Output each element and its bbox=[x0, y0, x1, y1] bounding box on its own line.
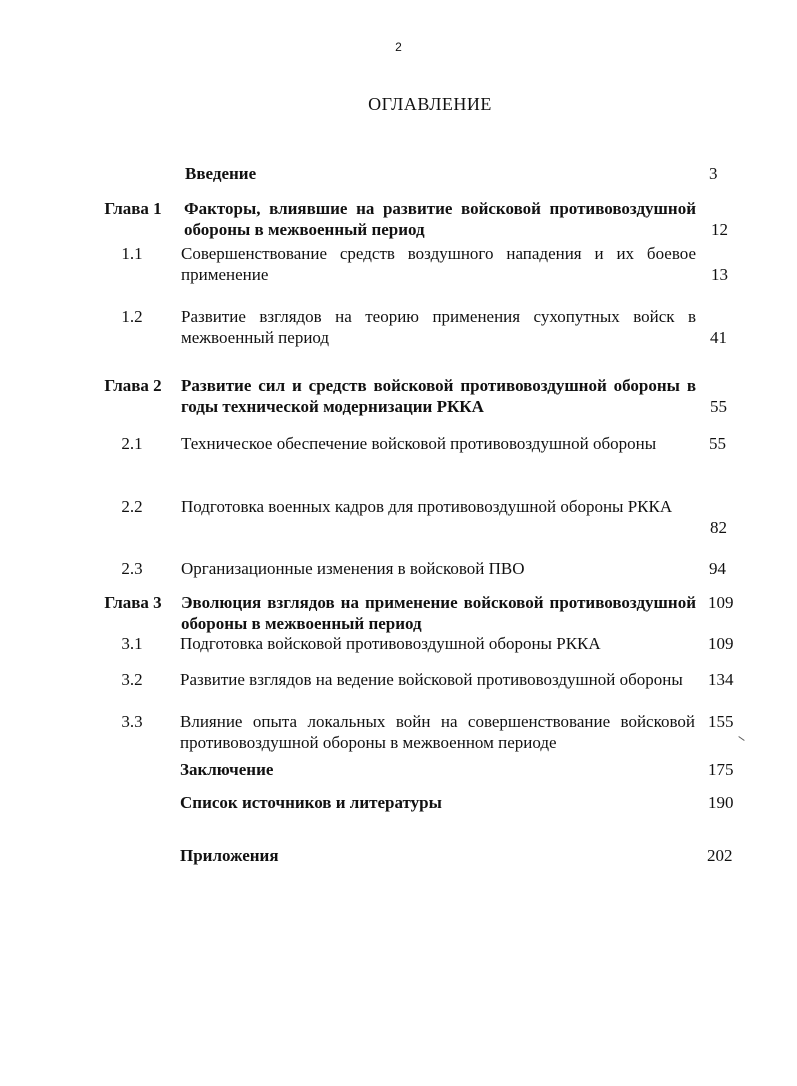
toc-entry-page: 202 bbox=[707, 846, 733, 865]
toc-entry-section-3-1 bbox=[0, 633, 797, 654]
toc-entry-chapter-2 bbox=[0, 375, 797, 417]
toc-entry-number: 1.2 bbox=[121, 307, 143, 326]
toc-entry-number: 2.3 bbox=[121, 559, 143, 578]
toc-entry-section-1-2 bbox=[0, 306, 797, 348]
toc-entry-text: Подготовка военных кадров для противовоздушной обороны РККА bbox=[181, 497, 673, 516]
toc-entry-text: Развитие взглядов на ведение войсковой противовоздушной обороны bbox=[180, 670, 683, 689]
toc-entry-text: Развитие сил и средств войсковой противовоздушной обороны в годы технической модернизации РККА bbox=[181, 376, 696, 416]
toc-entry-number: 2.2 bbox=[121, 497, 143, 516]
toc-entry-page: 109 bbox=[708, 634, 734, 653]
toc-entry-text: Совершенствование средств воздушного нападения и их боевое применение bbox=[181, 244, 696, 284]
page-number: 2 bbox=[395, 40, 402, 54]
toc-entry-number: 3.1 bbox=[121, 634, 143, 653]
toc-entry-text: Введение bbox=[185, 164, 257, 183]
toc-entry-text: Подготовка войсковой противовоздушной обороны РККА bbox=[180, 634, 601, 653]
toc-entry-conclusion bbox=[0, 759, 797, 780]
toc-entry-text: Список источников и литературы bbox=[180, 793, 442, 812]
toc-entry-text: Заключение bbox=[180, 760, 274, 779]
toc-entry-section-2-2 bbox=[0, 496, 797, 538]
toc-entry-text: Влияние опыта локальных войн на совершенствование войсковой противовоздушной обороны в межвоенном периоде bbox=[180, 712, 695, 752]
toc-entry-page: 190 bbox=[708, 793, 734, 812]
toc-entry-number: 1.1 bbox=[121, 244, 143, 263]
toc-entry-appendix bbox=[0, 845, 797, 866]
toc-entry-text: Приложения bbox=[180, 846, 279, 865]
toc-entry-number: Глава 1 bbox=[104, 199, 162, 218]
toc-entry-text: Организационные изменения в войсковой ПВО bbox=[181, 559, 525, 578]
toc-entry-section-1-1 bbox=[0, 243, 797, 285]
toc-entry-chapter-3 bbox=[0, 592, 797, 634]
toc-entry-number: 2.1 bbox=[121, 434, 143, 453]
toc-entry-page: 3 bbox=[709, 164, 718, 183]
toc-entry-text: Факторы, влиявшие на развитие войсковой противовоздушной обороны в межвоенный период bbox=[184, 199, 696, 239]
toc-entry-number: Глава 2 bbox=[104, 376, 162, 395]
toc-entry-text: Техническое обеспечение войсковой противовоздушной обороны bbox=[181, 434, 657, 453]
toc-entry-page: 13 bbox=[711, 265, 728, 284]
toc-entry-text: Развитие взглядов на теорию применения сухопутных войск в межвоенный период bbox=[181, 307, 696, 347]
toc-entry-intro bbox=[0, 163, 797, 184]
toc-entry-page: 175 bbox=[708, 760, 734, 779]
toc-entry-number: Глава 3 bbox=[104, 593, 162, 612]
toc-entry-number: 3.3 bbox=[121, 712, 143, 731]
toc-entry-page: 109 bbox=[708, 593, 734, 612]
toc-entry-page: 41 bbox=[710, 328, 727, 347]
toc-entry-section-2-3 bbox=[0, 558, 797, 579]
toc-entry-text: Эволюция взглядов на применение войсковой противовоздушной обороны в межвоенный период bbox=[181, 593, 696, 633]
toc-entry-page: 55 bbox=[710, 397, 727, 416]
toc-entry-page: 12 bbox=[711, 220, 728, 239]
toc-entry-number: 3.2 bbox=[121, 670, 143, 689]
toc-entry-page: 82 bbox=[710, 518, 727, 537]
toc-entry-section-2-1 bbox=[0, 433, 797, 475]
toc-entry-chapter-1 bbox=[0, 198, 797, 240]
toc-title: ОГЛАВЛЕНИЕ bbox=[368, 94, 492, 114]
toc-entry-page: 155 bbox=[708, 712, 734, 731]
toc-entry-page: 55 bbox=[709, 434, 726, 453]
toc-entry-page: 134 bbox=[708, 670, 734, 689]
toc-entry-sources bbox=[0, 792, 797, 813]
toc-entry-page: 94 bbox=[709, 559, 726, 578]
toc-entry-section-3-2 bbox=[0, 669, 797, 711]
toc-entry-section-3-3 bbox=[0, 711, 797, 753]
